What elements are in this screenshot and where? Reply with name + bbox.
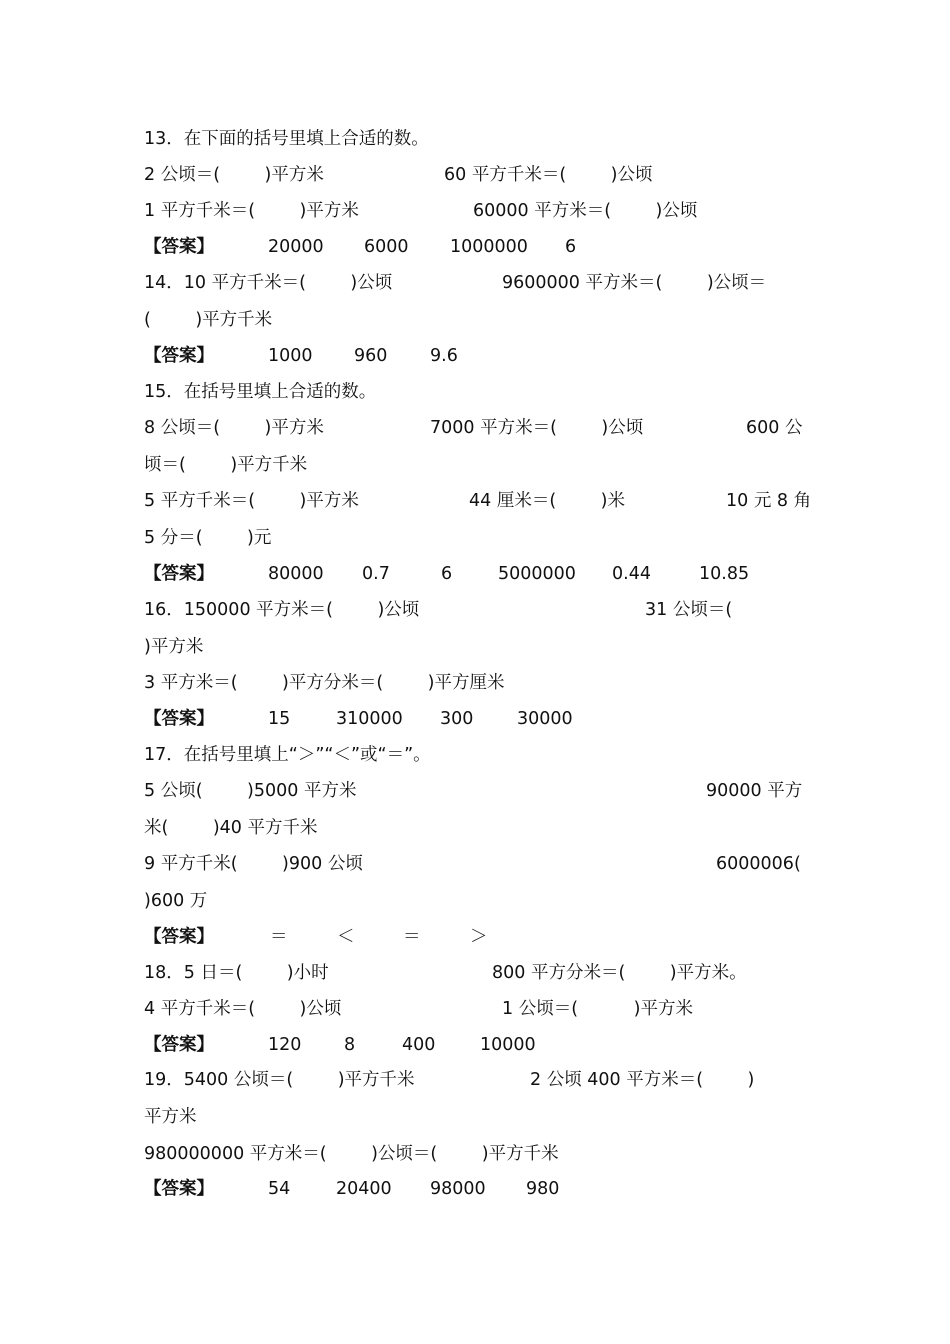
question-18-item: 4 平方千米＝( )公顷	[144, 999, 342, 1019]
answer-value: 98000	[430, 1179, 486, 1199]
answer-value: 15	[268, 709, 291, 729]
question-14-item: 9600000 平方米＝( )公顷＝	[502, 273, 767, 293]
answer-value: 6	[441, 564, 453, 584]
answer-label: 【答案】	[144, 1179, 214, 1199]
answer-value: 120	[268, 1035, 302, 1055]
answer-value: 0.7	[362, 564, 390, 584]
question-19-item: 平方米	[144, 1107, 197, 1127]
answer-value: 300	[440, 709, 474, 729]
answer-value: 20000	[268, 237, 324, 257]
question-17-item: 6000006(	[716, 854, 801, 874]
answer-value: ＞	[470, 927, 488, 947]
question-19-item: 19．5400 公顷＝( )平方千米	[144, 1070, 415, 1090]
question-16-item: 31 公顷＝(	[645, 600, 733, 620]
question-16-item: 16．150000 平方米＝( )公顷	[144, 600, 420, 620]
question-19-item: 980000000 平方米＝( )公顷＝( )平方千米	[144, 1144, 559, 1164]
question-16-item: )平方米	[144, 637, 204, 657]
answer-value: ＜	[337, 927, 355, 947]
answer-value: 10.85	[699, 564, 750, 584]
question-15-item: 44 厘米＝( )米	[469, 491, 625, 511]
question-17-item: 90000 平方	[706, 781, 803, 801]
question-17-item: 5 公顷( )5000 平方米	[144, 781, 357, 801]
answer-label: 【答案】	[144, 346, 214, 366]
question-19-item: 2 公顷 400 平方米＝( )	[530, 1070, 755, 1090]
question-13-item: 2 公顷＝( )平方米	[144, 165, 324, 185]
answer-label: 【答案】	[144, 564, 214, 584]
question-17-item: 米( )40 平方千米	[144, 818, 318, 838]
question-13-item: 60000 平方米＝( )公顷	[473, 201, 698, 221]
question-17-item: 9 平方千米( )900 公顷	[144, 854, 363, 874]
answer-value: ＝	[403, 927, 421, 947]
question-15-item: 10 元 8 角	[726, 491, 812, 511]
question-18-item: 18．5 日＝( )小时	[144, 963, 329, 983]
answer-value: 6	[565, 237, 577, 257]
answer-value: 80000	[268, 564, 324, 584]
answer-value: 6000	[364, 237, 409, 257]
answer-label: 【答案】	[144, 237, 214, 257]
answer-value: 0.44	[612, 564, 651, 584]
answer-value: 400	[402, 1035, 436, 1055]
answer-value: 9.6	[430, 346, 458, 366]
question-17-title: 17．在括号里填上“＞”“＜”或“＝”。	[144, 745, 431, 765]
question-13-item: 1 平方千米＝( )平方米	[144, 201, 359, 221]
question-16-item: 3 平方米＝( )平方分米＝( )平方厘米	[144, 673, 505, 693]
question-15-item: 600 公	[746, 418, 803, 438]
question-17-item: )600 万	[144, 891, 208, 911]
answer-value: ＝	[270, 927, 288, 947]
answer-value: 310000	[336, 709, 403, 729]
question-14-item: ( )平方千米	[144, 310, 273, 330]
answer-value: 10000	[480, 1035, 536, 1055]
answer-value: 54	[268, 1179, 291, 1199]
answer-value: 5000000	[498, 564, 576, 584]
answer-value: 980	[526, 1179, 560, 1199]
question-18-item: 800 平方分米＝( )平方米。	[492, 963, 747, 983]
answer-value: 960	[354, 346, 388, 366]
question-18-item: 1 公顷＝( )平方米	[502, 999, 693, 1019]
question-14-item: 14．10 平方千米＝( )公顷	[144, 273, 393, 293]
question-15-item: 7000 平方米＝( )公顷	[430, 418, 644, 438]
question-15-item: 5 平方千米＝( )平方米	[144, 491, 359, 511]
answer-value: 20400	[336, 1179, 392, 1199]
question-15-item: 顷＝( )平方千米	[144, 455, 308, 475]
answer-value: 1000	[268, 346, 313, 366]
answer-value: 1000000	[450, 237, 528, 257]
question-13-title: 13．在下面的括号里填上合适的数。	[144, 129, 429, 149]
question-13-item: 60 平方千米＝( )公顷	[444, 165, 653, 185]
answer-label: 【答案】	[144, 927, 214, 947]
answer-label: 【答案】	[144, 1035, 214, 1055]
question-15-item: 5 分＝( )元	[144, 528, 272, 548]
answer-label: 【答案】	[144, 709, 214, 729]
question-15-title: 15．在括号里填上合适的数。	[144, 382, 377, 402]
question-15-item: 8 公顷＝( )平方米	[144, 418, 324, 438]
answer-value: 8	[344, 1035, 356, 1055]
answer-value: 30000	[517, 709, 573, 729]
